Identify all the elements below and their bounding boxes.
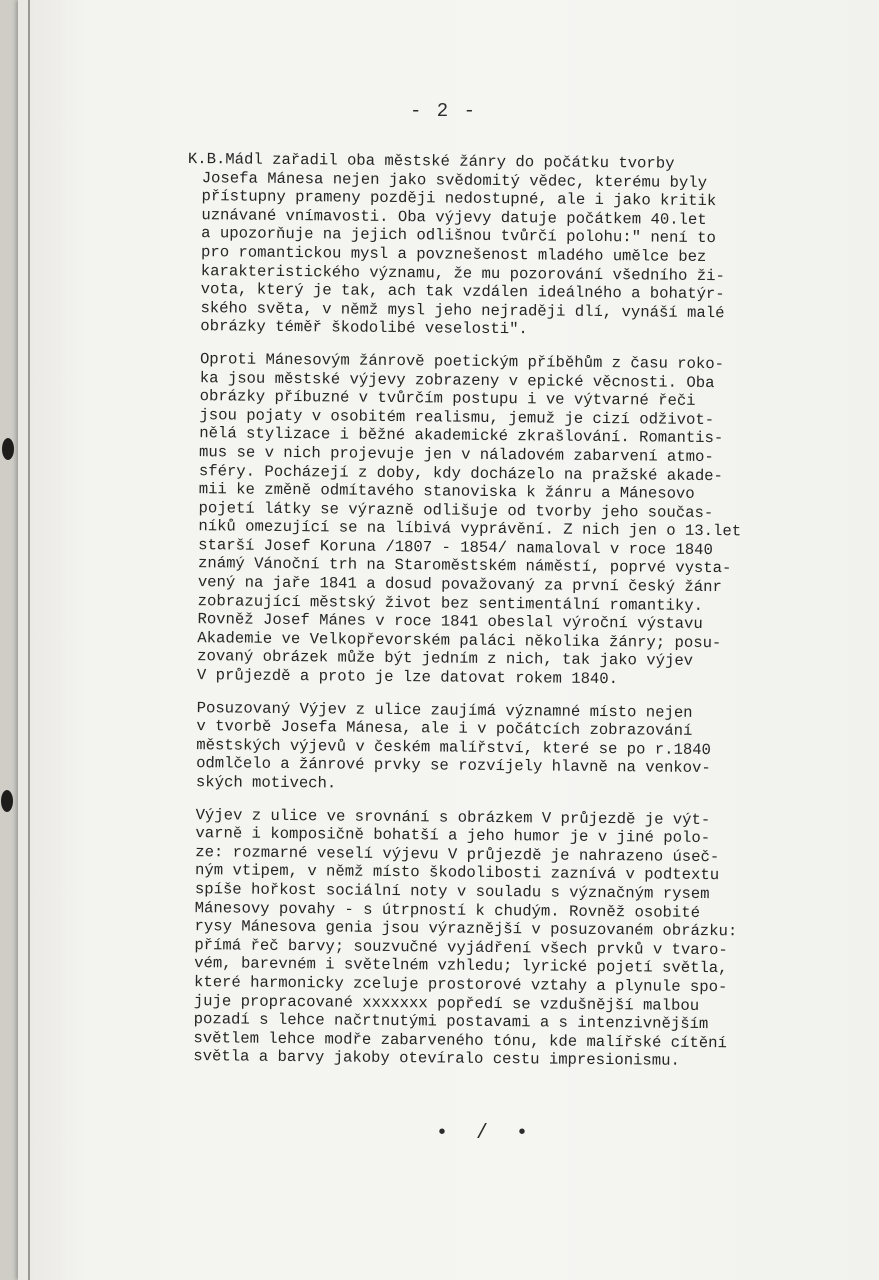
text-line: pozadí s lehce načrtnutými postavami a s intenzivnějším <box>193 1010 709 1034</box>
text-line: varně i komposičně bohatší a jeho humor je v jiné polo- <box>195 824 711 848</box>
typewritten-text <box>179 150 838 1086</box>
text-line: pro romantickou mysl a povznešenost mladého umělce bez <box>200 243 707 266</box>
text-line: světlem lehce modře zabarveného tónu, kde malířské cítění <box>193 1028 727 1052</box>
text-line: jsou pojaty v osobitém realismu, jemuž je cizí odživot- <box>199 405 715 429</box>
paragraph-3 <box>182 699 833 798</box>
text-line: uznávané vnímavosti. Oba výjevy datuje počátkem 40.let <box>201 205 707 229</box>
text-line: ského světa, v němž mysl jeho nejraději dlí, vynáší malé <box>200 298 725 322</box>
text-line: v tvorbě Josefa Mánesa, ale i v počátcích zobrazování <box>196 717 693 741</box>
punch-hole <box>1 790 13 812</box>
document-page <box>18 0 879 1280</box>
page-number: - 2 - <box>410 100 478 122</box>
text-line: ka jsou městské výjevy zobrazeny v epické věcnosti. Oba <box>199 368 715 392</box>
text-line: K.B.Mádl zařadil oba městské žánry do počátku tvorby <box>187 150 675 173</box>
text-line: vota, který je tak, ach tak vzdálen ideálného a bohatýr- <box>200 280 725 304</box>
text-line: přímá řeč barvy; souzvučné vyjádření všech prvků v tvaro- <box>194 935 728 959</box>
text-line: vený na jaře 1841 a dosud považovaný za první český žánr <box>197 573 722 597</box>
text-line: a upozorňuje na jejich odlišnou tvůrčí polohu:" není to <box>201 224 716 248</box>
text-line: městských výjevů v českém malířství, které se po r.1840 <box>196 735 712 759</box>
text-line: Akademie ve Velkopřevorském paláci několika žánry; posu- <box>197 628 722 652</box>
text-line: vém, barevném i světelném vzhledu; lyrické pojetí světla, <box>194 954 728 978</box>
text-line: obrázky téměř škodolibé veselosti". <box>200 317 528 339</box>
text-line: karakteristického významu, že mu pozorování všedního ži- <box>200 261 725 285</box>
text-line: nělá stylizace i běžné akademické zkrašlování. Romantis- <box>199 424 724 448</box>
text-line: zobrazující městský život bez sentimentální romantiky. <box>197 591 704 615</box>
paragraph-1 <box>186 150 838 342</box>
text-line: juje propracované xxxxxxx popředí se vzdušnější malbou <box>193 991 700 1015</box>
text-line: Rovněž Josef Mánes v roce 1841 obeslal výroční výstavu <box>197 610 703 634</box>
text-line: přístupny prameny později nedostupné, ale i jako kritik <box>201 187 717 211</box>
punch-hole <box>2 438 14 460</box>
text-line: ských motivech. <box>195 773 337 793</box>
paper-edge <box>28 0 30 1280</box>
text-line: níků omezující se na líbivá vyprávění. Z nich jen o 13.let <box>198 517 742 541</box>
text-line: sféry. Pocházejí z doby, kdy docházelo na pražské akade- <box>198 461 724 485</box>
text-line: které harmonicky zceluje prostorové vztahy a plynule spo- <box>193 973 728 997</box>
text-line: ze: rozmarné veselí výjevu V průjezdě je nahrazeno úseč- <box>195 842 720 866</box>
text-line: Posuzovaný Výjev z ulice zaujímá významné místo nejen <box>196 698 693 722</box>
paragraph-4 <box>179 806 831 1073</box>
text-line: starší Josef Koruna /1807 - 1854/ namaloval v roce 1840 <box>198 535 713 559</box>
text-line: odmlčelo a žánrové prvky se rozvíjely hlavně na venkov- <box>196 754 711 778</box>
text-line: Oproti Mánesovým žánrově poetickým příběhům z času roko- <box>199 350 725 374</box>
text-line: známý Vánoční trh na Staroměstském náměstí, poprvé vysta- <box>197 554 732 578</box>
text-line: Mánesovy povahy - s útrpností k chudým. Rovněž osobité <box>194 898 701 922</box>
text-line: mii ke změně odmítavého stanoviska k žánru a Mánesovo <box>198 480 695 503</box>
text-line: zovaný obrázek může být jedním z nich, tak jako výjev <box>197 647 694 671</box>
continuation-mark: • / • <box>436 1122 537 1145</box>
text-line: rysy Mánesova genia jsou výraznější v posuzovaném obrázku: <box>194 917 738 941</box>
text-line: spíše hořkost sociální noty v souladu s význačným rysem <box>194 880 710 904</box>
text-line: Výjev z ulice ve srovnání s obrázkem V průjezdě je výt- <box>195 805 711 829</box>
text-line: mus se v nich projevuje jen v náladovém zabarvení atmo- <box>199 443 714 466</box>
text-line: Josefa Mánesa nejen jako svědomitý vědec, kterému byly <box>201 168 708 192</box>
text-line: pojetí látky se výrazně odlišuje od tvorby jeho součas- <box>198 498 714 522</box>
text-line: V průjezdě a proto je lze datovat rokem 1840. <box>196 666 619 689</box>
paragraph-2 <box>183 350 836 691</box>
text-line: světla a barvy jakoby otevíralo cestu impresionismu. <box>193 1047 680 1071</box>
text-line: obrázky příbuzné v tvůrčím postupu i ve výtvarné řeči <box>199 387 696 411</box>
text-line: ným vtipem, v němž místo škodolibosti zaznívá v podtextu <box>194 861 720 885</box>
